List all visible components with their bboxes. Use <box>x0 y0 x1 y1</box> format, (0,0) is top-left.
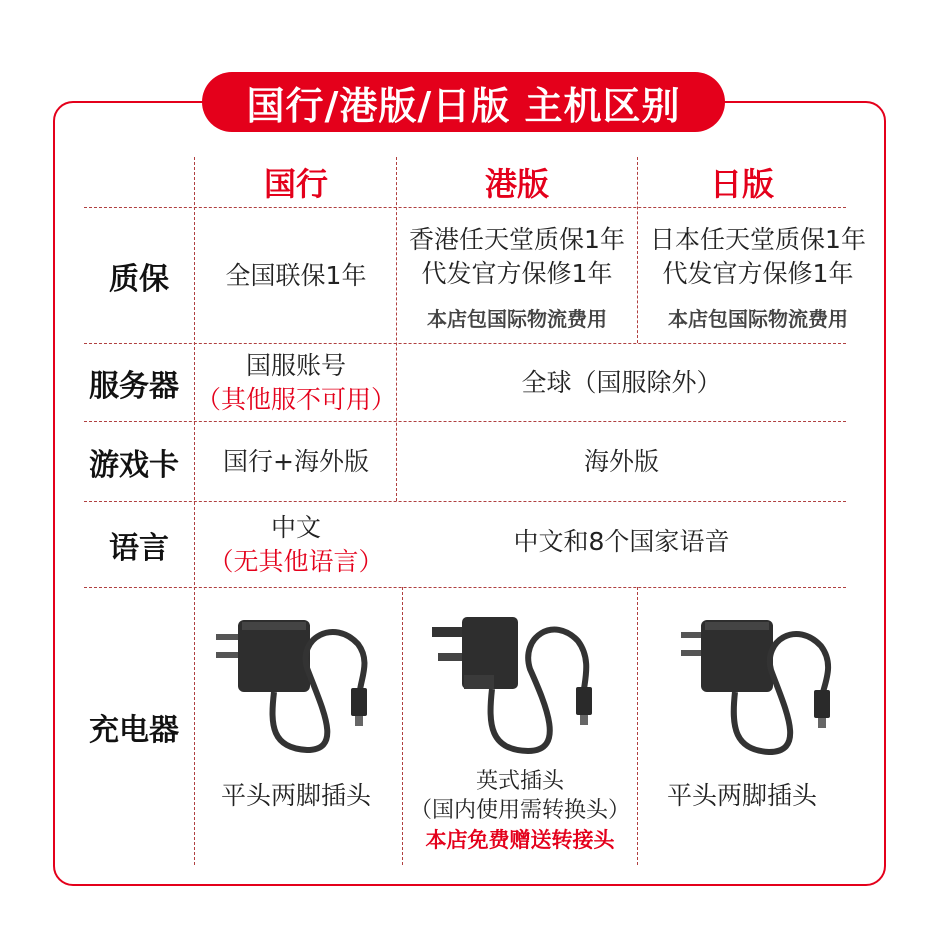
warranty-jp <box>638 212 878 343</box>
page-title: 国行/港版/日版 主机区别 <box>202 72 725 132</box>
flat-two-pin-adapter-icon <box>677 610 847 760</box>
charger-hk <box>403 768 637 854</box>
server-cn-line1: 国服账号 <box>245 350 346 380</box>
warranty-cn: 全国联保1年 <box>225 260 367 290</box>
column-header-jp: 日版 <box>709 165 774 203</box>
charger-jp: 平头两脚插头 <box>666 781 817 810</box>
warranty-hk-line1: 香港任天堂质保1年 <box>409 225 625 254</box>
column-header-hk: 港版 <box>484 165 549 203</box>
server-other: 全球（国服除外） <box>521 367 722 397</box>
warranty-hk-note: 本店包国际物流费用 <box>427 307 607 331</box>
cartridge-other: 海外版 <box>583 446 659 476</box>
column-header-cn: 国行 <box>263 165 328 203</box>
uk-three-pin-adapter-icon <box>428 605 613 760</box>
server-cn-line2: （其他服不可用） <box>196 384 397 414</box>
server-cn <box>196 344 396 421</box>
charger-cn: 平头两脚插头 <box>220 781 371 810</box>
charger-hk-line3: 本店免费赠送转接头 <box>425 828 615 852</box>
grid-line <box>84 587 846 588</box>
language-cn-line1: 中文 <box>270 512 321 542</box>
charger-hk-line2: （国内使用需转换头） <box>409 798 630 823</box>
flat-two-pin-adapter-icon <box>212 608 382 758</box>
warranty-hk <box>397 212 637 343</box>
row-header-cartridge: 游戏卡 <box>89 447 179 483</box>
warranty-jp-note: 本店包国际物流费用 <box>668 307 848 331</box>
language-other: 中文和8个国家语音 <box>513 527 730 556</box>
row-header-charger: 充电器 <box>89 712 179 748</box>
row-header-language: 语言 <box>109 530 169 566</box>
row-header-server: 服务器 <box>89 368 179 404</box>
grid-line <box>194 157 195 865</box>
warranty-jp-line2: 代发官方保修1年 <box>662 259 854 288</box>
language-cn-line2: （无其他语言） <box>208 546 384 576</box>
cartridge-cn: 国行+海外版 <box>223 446 369 476</box>
grid-line <box>637 587 638 865</box>
charger-hk-line1: 英式插头 <box>475 769 564 794</box>
row-header-warranty: 质保 <box>109 261 169 297</box>
language-cn <box>196 502 396 587</box>
warranty-hk-line2: 代发官方保修1年 <box>421 259 613 288</box>
warranty-jp-line1: 日本任天堂质保1年 <box>650 225 866 254</box>
